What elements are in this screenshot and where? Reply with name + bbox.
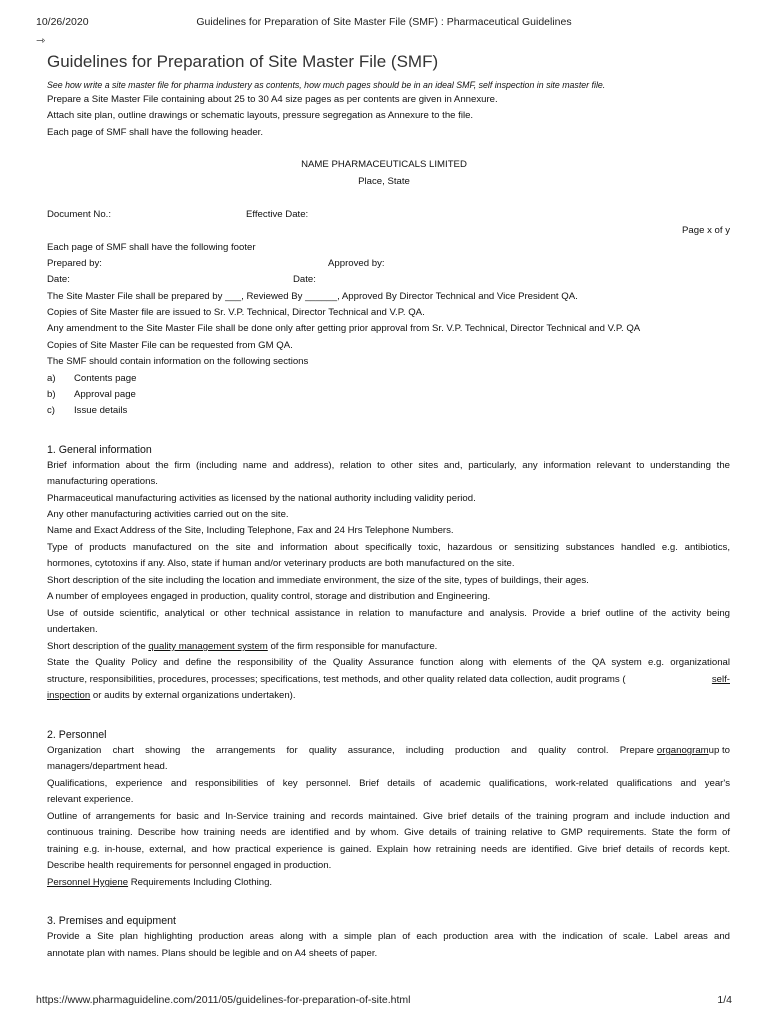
print-date: 10/26/2020	[36, 16, 89, 28]
paragraph-line: annotate plan with names. Plans should be legible and on A4 sheets of paper.	[47, 948, 378, 959]
company-name: NAME PHARMACEUTICALS LIMITED	[301, 159, 467, 170]
paragraph-line: Provide a Site plan highlighting production areas along with a simple plan of each production area with the indication of scale. Label areas and	[47, 931, 730, 942]
self-inspection-link[interactable]: self-	[711, 674, 730, 685]
company-place: Place, State	[358, 176, 410, 187]
self-inspection-link[interactable]: inspection	[47, 690, 91, 701]
approved-by-label: Approved by:	[328, 258, 385, 269]
paragraph-line: Outline of arrangements for basic and In-Service training and records maintained. Give brief details of the training program and include induction and	[47, 811, 730, 822]
paragraph-line: hormones, cytotoxins if any. Also, state if human and/or veterinary products are both manufactured on the site.	[47, 558, 515, 569]
paragraph-line: Short description of the site including the location and immediate environment, the size of the site, types of buildings, their ages.	[47, 575, 589, 586]
print-page-title: Guidelines for Preparation of Site Master File (SMF) : Pharmaceutical Guidelines	[196, 16, 572, 28]
paragraph: Prepare a Site Master File containing about 25 to 30 A4 size pages as per contents are given in Annexure.	[47, 94, 498, 105]
prepared-by-label: Prepared by:	[47, 258, 102, 269]
paragraph-line: Short description of the quality management system of the firm responsible for manufacture.	[47, 641, 438, 652]
paragraph-line: Describe health requirements for personnel engaged in production.	[47, 860, 332, 871]
list-item: c) Issue details	[47, 405, 128, 416]
arrow-icon: ⇾	[36, 35, 46, 47]
section-heading: 3. Premises and equipment	[47, 915, 176, 927]
paragraph-line: manufacturing operations.	[47, 476, 158, 487]
paragraph-line: A number of employees engaged in production, quality control, storage and distribution and Engineering.	[47, 591, 491, 602]
paragraph-line: Qualifications, experience and responsibilities of key personnel. Brief details of academic qualifications, work-related qualifications and year's	[47, 778, 730, 789]
date-label: Date:	[293, 274, 316, 285]
paragraph: Attach site plan, outline drawings or schematic layouts, pressure segregation as Annexure to the file.	[47, 110, 474, 121]
organogram-link[interactable]: organogram	[656, 745, 709, 756]
paragraph: Copies of Site Master file are issued to Sr. V.P. Technical, Director Technical and V.P. QA.	[47, 307, 425, 318]
intro-text: See how write a site master file for pharma industery as contents, how much pages should be in an ideal SMF, self inspection in site master file.	[47, 80, 606, 90]
paragraph: Copies of Site Master File can be requested from GM QA.	[47, 340, 293, 351]
footer-description: Each page of SMF shall have the following footer	[47, 242, 256, 253]
paragraph-line: Personnel Hygiene Requirements Including Clothing.	[47, 877, 273, 888]
section-heading: 2. Personnel	[47, 729, 107, 741]
print-url: https://www.pharmaguideline.com/2011/05/guidelines-for-preparation-of-site.html	[36, 994, 411, 1006]
section-heading: 1. General information	[47, 444, 152, 456]
paragraph-line: Pharmaceutical manufacturing activities as licensed by the national authority including validity period.	[47, 493, 476, 504]
print-page-number: 1/4	[717, 994, 732, 1006]
paragraph-line: Use of outside scientific, analytical or other technical assistance in relation to manufacture and analysis. Provide a brief outline of the activity being	[47, 608, 730, 619]
paragraph-line: relevant experience.	[47, 794, 134, 805]
effective-date-label: Effective Date:	[246, 209, 309, 220]
paragraph-line: Name and Exact Address of the Site, Including Telephone, Fax and 24 Hrs Telephone Numbers.	[47, 525, 454, 536]
personnel-hygiene-link[interactable]: Personnel Hygiene	[47, 877, 129, 888]
paragraph: Each page of SMF shall have the following header.	[47, 127, 263, 138]
paragraph-line: Type of products manufactured on the site and information about specifically toxic, hazardous or sensitizing substances handled e.g. antibiotics,	[47, 542, 730, 553]
paragraph-line: inspection or audits by external organizations undertaken).	[47, 690, 296, 701]
paragraph-line: Organization chart showing the arrangements for quality assurance, including production and quality control. Prepare organogram up to	[47, 743, 730, 760]
document-title: Guidelines for Preparation of Site Master File (SMF)	[47, 52, 439, 71]
document-no-label: Document No.:	[47, 209, 111, 220]
date-label: Date:	[47, 274, 70, 285]
paragraph-line: Brief information about the firm (including name and address), relation to other sites and, particularly, any information relevant to understanding the	[47, 460, 730, 471]
paragraph-line: managers/department head.	[47, 761, 168, 772]
quality-management-system-link[interactable]: quality management system	[148, 641, 268, 652]
paragraph-line: training e.g. in-house, external, and how practical experience is gained. Explain how retraining needs are identified. Give brief details of records kept.	[47, 844, 730, 855]
paragraph-line: structure, responsibilities, procedures, processes; specifications, test methods, and other quality related data collection, audit programs ( self-	[47, 672, 730, 689]
list-item: b) Approval page	[47, 389, 136, 400]
paragraph-line: undertaken.	[47, 624, 98, 635]
paragraph-line: continuous training. Describe how training needs are identified and by whom. Give details of training relative to GMP requirements. State the form of	[47, 827, 730, 838]
paragraph: Any amendment to the Site Master File shall be done only after getting prior approval from Sr. V.P. Technical, Director Technical and V.P. QA	[47, 323, 641, 334]
list-item: a) Contents page	[47, 373, 137, 384]
paragraph: The SMF should contain information on the following sections	[47, 356, 309, 367]
paragraph-line: Any other manufacturing activities carried out on the site.	[47, 509, 289, 520]
paragraph-line: State the Quality Policy and define the responsibility of the Quality Assurance function along with elements of the QA system e.g. organizational	[47, 657, 730, 668]
paragraph: The Site Master File shall be prepared by ___, Reviewed By ______, Approved By Director Technical and Vice President QA.	[47, 291, 578, 302]
page-x-of-y: Page x of y	[682, 225, 730, 236]
